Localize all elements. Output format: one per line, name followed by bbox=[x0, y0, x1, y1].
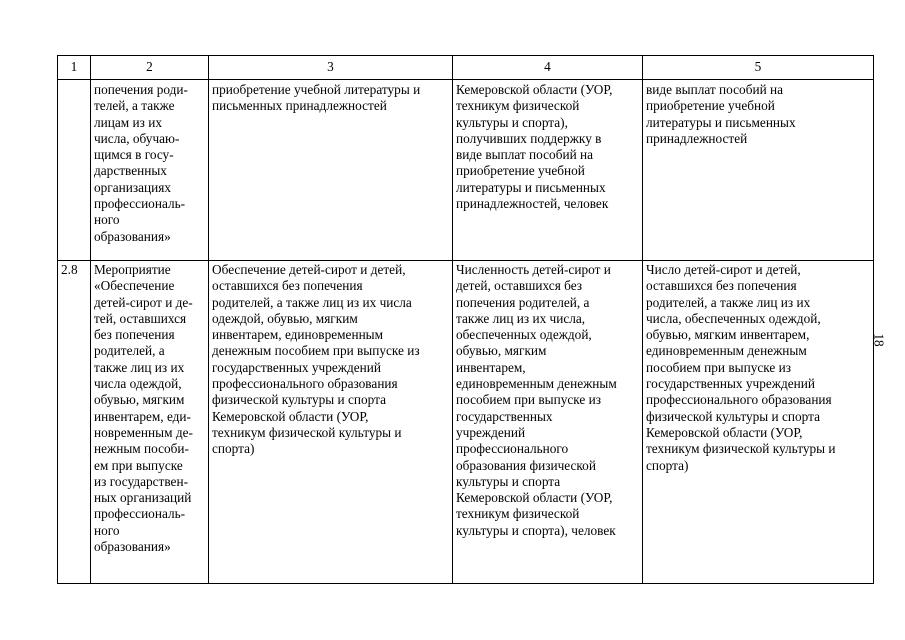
row-number bbox=[58, 261, 91, 584]
row-number bbox=[58, 80, 91, 261]
indicator-cell bbox=[453, 80, 643, 261]
table-row bbox=[58, 80, 874, 261]
measure-name-cell bbox=[91, 80, 209, 261]
measure-name-cell bbox=[91, 261, 209, 584]
measure-description-cell bbox=[209, 261, 453, 584]
measure-name-text: Мероприятие «Обеспечение детей-сирот и де- тей, оставшихся без попечения родителей, а также лиц из их числа одеждой, обувью, мягким инвентарем, еди- новременным де- нежным пособи- ем при выпуске из государствен- ных организаций профессиональ- ного образования» bbox=[94, 262, 193, 555]
indicator-method-text: Число детей-сирот и детей, оставшихся без попечения родителей, а также лиц из их числа, обеспеченных одеждой, обувью, мягким инвентарем, единовременным денежным пособием при выпуске из государственных учреждений профессионального образования физической культуры и спорта Кемеровской области (УОР, техникум физической культуры и спорта) bbox=[646, 262, 836, 473]
header-cell-5: 5 bbox=[643, 56, 874, 80]
page-number: 18 bbox=[871, 333, 887, 347]
header-cell-4: 4 bbox=[453, 56, 643, 80]
indicator-text: Кемеровской области (УОР, техникум физической культуры и спорта), получивших поддержку в виде выплат пособий на приобретение учебной литературы и письменных принадлежностей, человек bbox=[456, 82, 613, 212]
header-cell-2: 2 bbox=[91, 56, 209, 80]
indicator-method-text: виде выплат пособий на приобретение учебной литературы и письменных принадлежностей bbox=[646, 82, 796, 146]
row-number-text: 2.8 bbox=[61, 262, 78, 277]
program-table bbox=[57, 55, 874, 584]
table-header-row bbox=[58, 56, 874, 80]
measure-description-cell bbox=[209, 80, 453, 261]
indicator-text: Численность детей-сирот и детей, оставшихся без попечения родителей, а также лиц из их числа, обеспеченных одеждой, обувью, мягким инвентарем, единовременным денежным пособием при выпуске из государственных учреждений профессионального образования физической культуры и спорта Кемеровской области (УОР, техникум физической культуры и спорта), человек bbox=[456, 262, 617, 538]
header-cell-3: 3 bbox=[209, 56, 453, 80]
indicator-method-cell bbox=[643, 261, 874, 584]
indicator-cell bbox=[453, 261, 643, 584]
header-cell-1: 1 bbox=[58, 56, 91, 80]
table-row bbox=[58, 261, 874, 584]
indicator-method-cell bbox=[643, 80, 874, 261]
measure-name-text: попечения роди- телей, а также лицам из их числа, обучаю- щимся в госу- дарственных организациях профессиональ- ного образования» bbox=[94, 82, 188, 244]
measure-description-text: Обеспечение детей-сирот и детей, оставшихся без попечения родителей, а также лиц из их числа одеждой, обувью, мягким инвентарем, единовременным денежным пособием при выпуске из государственных учреждений профессионального образования физической культуры и спорта Кемеровской области (УОР, техникум физической культуры и спорта) bbox=[212, 262, 420, 457]
measure-description-text: приобретение учебной литературы и письменных принадлежностей bbox=[212, 82, 421, 114]
